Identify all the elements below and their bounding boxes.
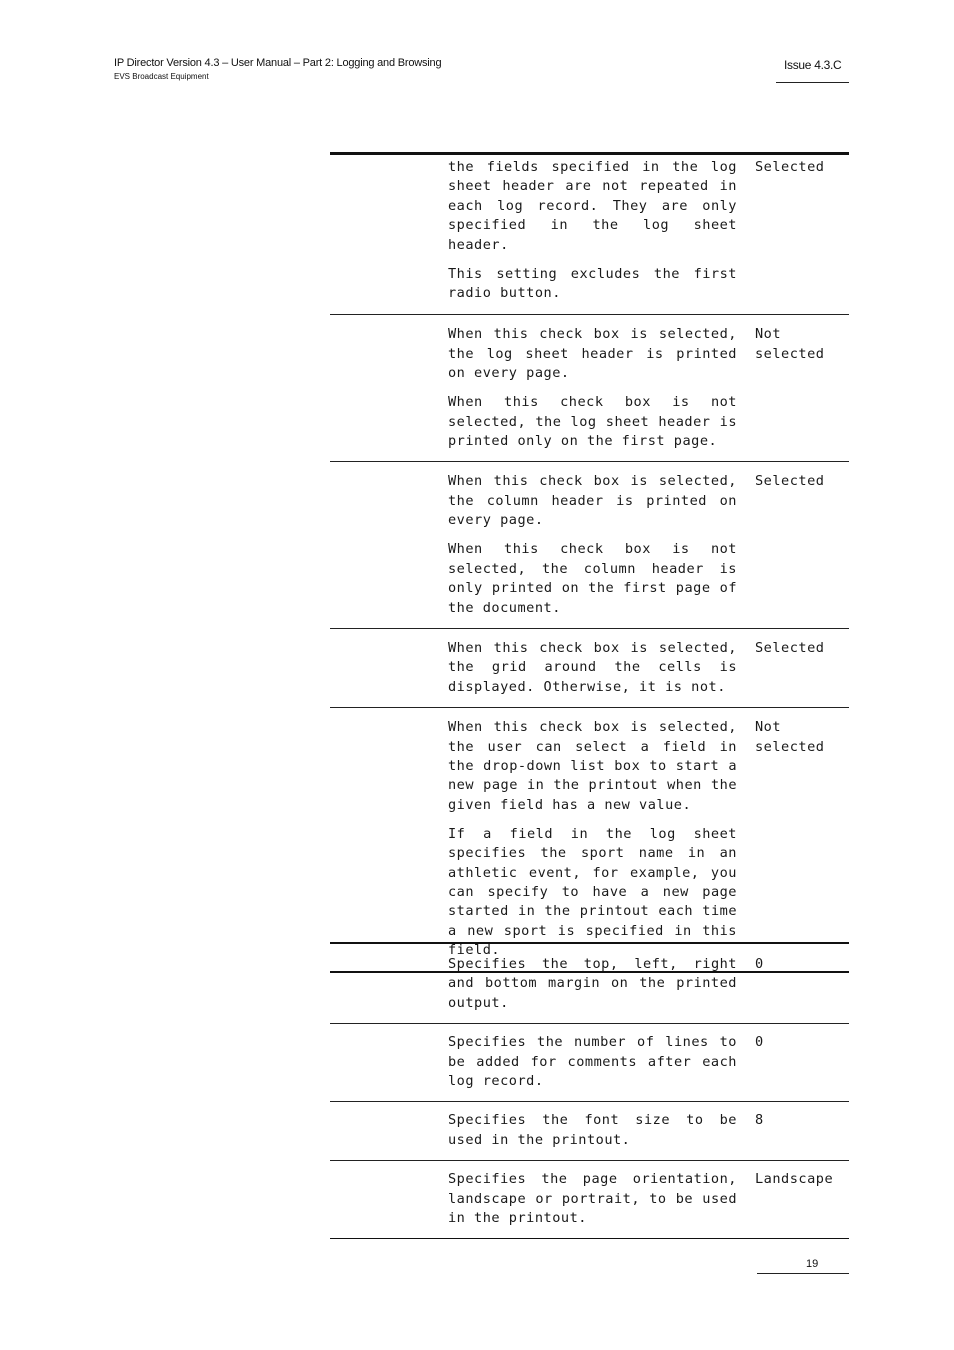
page-number: 19 <box>806 1258 819 1270</box>
description-paragraph: Specifies the number of lines to be added for comments after each log record. <box>448 1034 737 1090</box>
default-value: Selected <box>755 473 825 490</box>
description-paragraph: Specifies the top, left, right and bottom margin on the printed output. <box>448 956 737 1011</box>
description-paragraph: When this check box is selected, the column header is printed on every page. <box>448 473 737 529</box>
default-value: Not selected <box>755 719 825 755</box>
description-paragraph: Specifies the font size to be used in the printout. <box>448 1112 737 1148</box>
table-row <box>330 155 849 315</box>
table-row <box>330 1102 849 1161</box>
default-value: Landscape <box>755 1171 834 1188</box>
table-row <box>330 315 849 462</box>
settings-table-print-layout <box>330 152 849 973</box>
row-description <box>448 1033 737 1091</box>
row-description <box>448 639 737 697</box>
description-paragraph: If a field in the log sheet specifies the sport name in an athletic event, for example, you can specify to have a new page started in the printout each time a new sport is specified in this field. <box>448 825 737 959</box>
default-value: Not selected <box>755 326 825 362</box>
default-value: Selected <box>755 639 825 656</box>
description-paragraph: Specifies the page orientation, landscape or portrait, to be used in the printout. <box>448 1171 737 1227</box>
description-paragraph: When this check box is selected, the log sheet header is printed on every page. <box>448 326 737 382</box>
description-paragraph: When this check box is selected, the grid around the cells is displayed. Otherwise, it is not. <box>448 639 737 695</box>
row-description <box>448 158 737 303</box>
default-value: 0 <box>755 1034 764 1051</box>
row-description <box>448 325 737 451</box>
table-row <box>330 944 849 1024</box>
default-value: 8 <box>755 1112 764 1129</box>
header-rule <box>776 82 849 83</box>
settings-table-output <box>330 942 849 1239</box>
row-description <box>448 472 737 617</box>
document-title: IP Director Version 4.3 – User Manual – Part 2: Logging and Browsing <box>114 57 442 69</box>
description-paragraph: the fields specified in the log sheet header are not repeated in each log record. They are only specified in the log sheet header. <box>448 159 737 253</box>
table-row <box>330 708 849 970</box>
table-row <box>330 1161 849 1238</box>
company-name: EVS Broadcast Equipment <box>114 72 209 81</box>
default-value: Selected <box>755 159 825 175</box>
footer-rule <box>757 1273 849 1274</box>
table-row <box>330 629 849 708</box>
table-row <box>330 462 849 628</box>
row-description <box>448 1170 737 1228</box>
description-paragraph: When this check box is selected, the user can select a field in the drop-down list box to start a new page in the printout when the given field has a new value. <box>448 719 737 813</box>
issue-label: Issue 4.3.C <box>784 58 842 72</box>
description-paragraph: When this check box is not selected, the column header is only printed on the first page of the document. <box>448 541 737 616</box>
description-paragraph: When this check box is not selected, the log sheet header is printed only on the first page. <box>448 394 737 450</box>
row-description <box>448 1111 737 1150</box>
row-description <box>448 718 737 960</box>
default-value: 0 <box>755 956 764 972</box>
table-row <box>330 1024 849 1102</box>
description-paragraph: This setting excludes the first radio button. <box>448 265 737 302</box>
row-description <box>448 955 737 1013</box>
